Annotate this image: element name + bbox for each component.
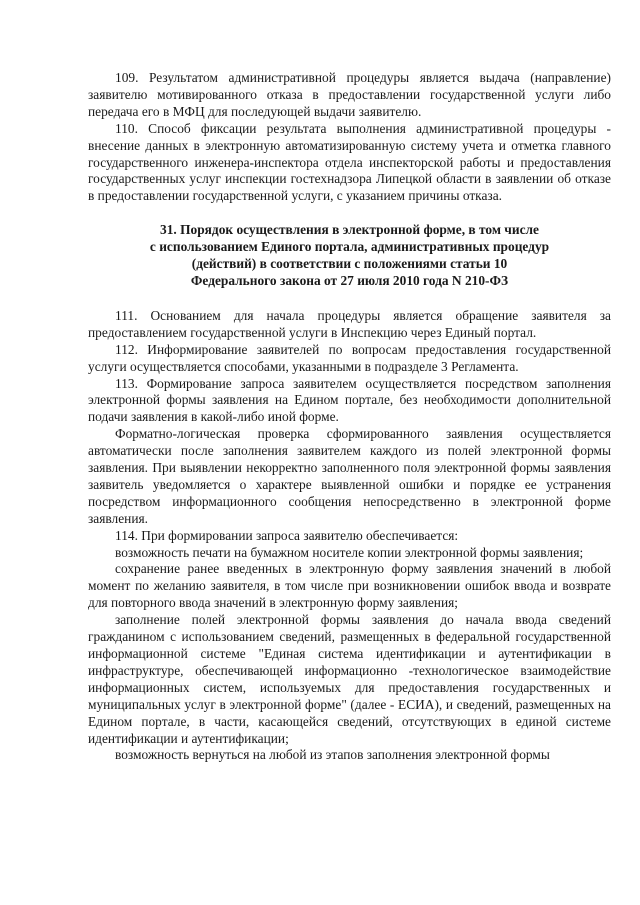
section-heading xyxy=(88,222,611,290)
paragraph-format-check: Форматно-логическая проверка сформированного заявления осуществляется автоматически после заполнения заявителем каждого из полей электронной формы заявления. При выявлении некорректно заполненного поля электронной формы заявления заявитель уведомляется о характере выявленной ошибки и порядке ее устранения посредством информационного сообщения непосредственно в электронной форме заявления. xyxy=(88,426,611,526)
paragraph-112: 112. Информирование заявителей по вопросам предоставления государственной услуги осуществляется способами, указанными в подразделе 3 Регламента. xyxy=(88,341,611,374)
section-heading-line: 31. Порядок осуществления в электронной форме, в том числе xyxy=(160,222,539,238)
paragraph-110: 110. Способ фиксации результата выполнения административной процедуры - внесение данных в электронную автоматизированную систему учета и отметка главного государственного инженера-инспектора отдела инспекторской работы и предоставления государственных услуг инспекции гостехнадзора Липецкой области в заявлении об отказе в предоставлении государственной услуги, с указанием причины отказа. xyxy=(88,120,611,204)
section-heading-line: (действий) в соответствии с положениями статьи 10 xyxy=(191,256,508,272)
list-item-print-copy: возможность печати на бумажном носителе копии электронной формы заявления; xyxy=(115,544,584,560)
paragraph-114: 114. При формировании запроса заявителю обеспечивается: xyxy=(115,527,459,543)
paragraph-109: 109. Результатом административной процедуры является выдача (направление) заявителю мотивированного отказа в предоставлении государственной услуги либо передача его в МФЦ для последующей выдачи заявителю. xyxy=(88,70,611,119)
paragraph-111: 111. Основанием для начала процедуры является обращение заявителя за предоставлением государственной услуги в Инспекцию через Единый портал. xyxy=(88,307,611,340)
section-heading-line: с использованием Единого портала, административных процедур xyxy=(149,239,550,255)
document-body xyxy=(88,70,611,764)
list-item-esia-prefill: заполнение полей электронной формы заявления до начала ввода сведений гражданином с использованием сведений, размещенных в федеральной государственной информационной системе "Единая система идентификации и аутентификации в инфраструктуре, обеспечивающей информационно -технологическое взаимодействие информационных систем, используемых для предоставления государственных и муниципальных услуг в электронной форме" (далее - ЕСИА), и сведений, размещенных на Едином портале, в части, касающейся сведений, отсутствующих в единой системе идентификации и аутентификации; xyxy=(88,612,611,746)
list-item-return-step: возможность вернуться на любой из этапов заполнения электронной формы xyxy=(115,747,550,763)
paragraph-113: 113. Формирование запроса заявителем осуществляется посредством заполнения электронной формы заявления на Едином портале, без необходимости дополнительной подачи заявления в какой-либо иной форме. xyxy=(88,375,611,425)
section-heading-line: Федерального закона от 27 июля 2010 года N 210-ФЗ xyxy=(190,272,509,288)
list-item-save-values: сохранение ранее введенных в электронную форму заявления значений в любой момент по желанию заявителя, в том числе при возникновении ошибок ввода и возврате для повторного ввода значений в электронную форму заявления; xyxy=(88,561,611,611)
